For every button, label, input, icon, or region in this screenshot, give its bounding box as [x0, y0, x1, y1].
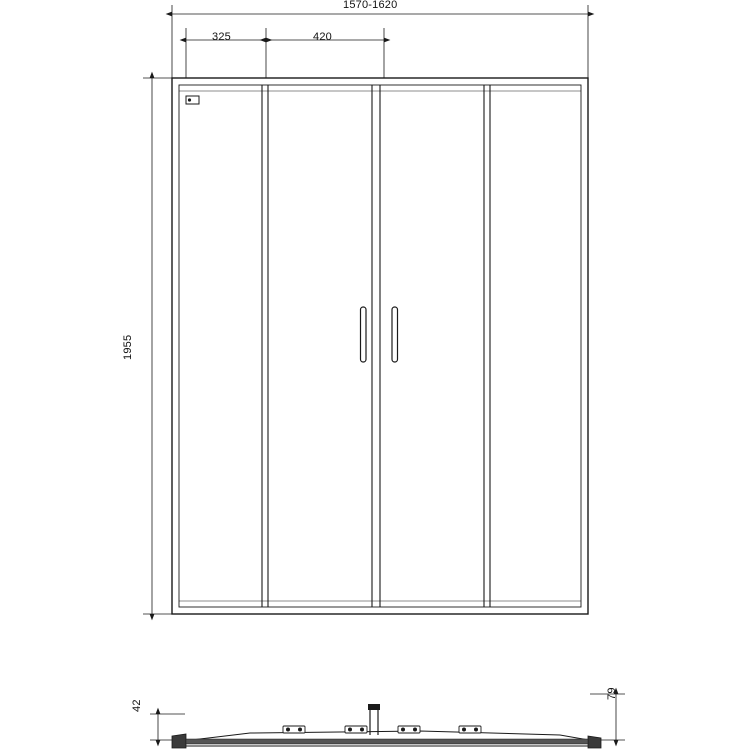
corner-bracket-mark [186, 96, 199, 104]
overall-width-label: 1570-1620 [343, 0, 398, 11]
plan-right-height-label: 79 [606, 687, 618, 700]
segment-middle-label: 420 [313, 31, 332, 43]
top-dimension-lines [172, 5, 588, 86]
front-elevation-geometry [172, 78, 588, 614]
handle-left [361, 307, 367, 362]
handle-right [392, 307, 398, 362]
segment-left-label: 325 [212, 31, 231, 43]
plan-left-height-label: 42 [131, 699, 143, 712]
plan-section-geometry [150, 694, 625, 748]
height-label: 1955 [122, 334, 134, 360]
